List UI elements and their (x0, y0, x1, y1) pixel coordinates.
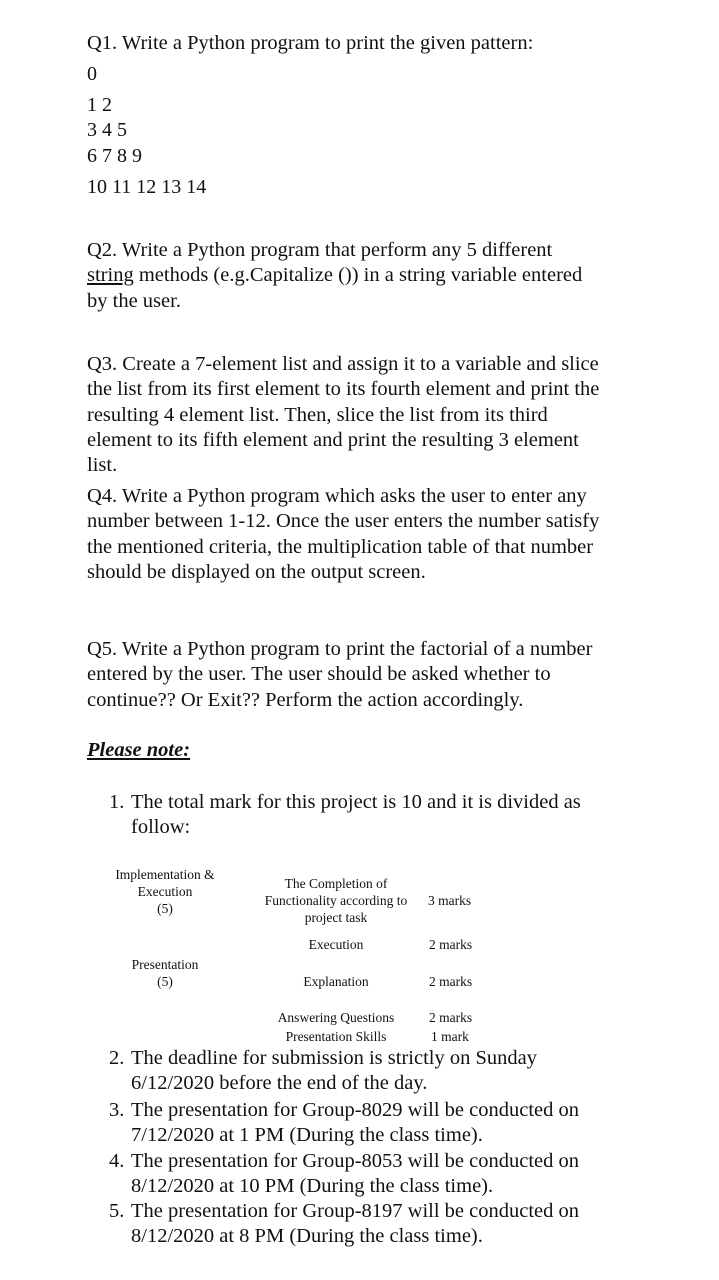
list-item-1-text (131, 790, 581, 840)
list-item-5-line-2: 8/12/2020 at 8 PM (During the class time). (131, 1225, 483, 1247)
q2-block (87, 238, 582, 314)
table-presentation-cell (110, 956, 220, 990)
q2-underlined-word: string (87, 264, 134, 287)
table-completion-line-3: project task (304, 910, 368, 925)
list-item-2-number: 2. (109, 1047, 125, 1069)
list-item-3-line-1: The presentation for Group-8029 will be conducted on (131, 1099, 580, 1121)
q2-line-2 (87, 263, 582, 288)
q4-line-4: should be displayed on the output screen. (87, 560, 426, 583)
list-item-3-line-2: 7/12/2020 at 1 PM (During the class time). (131, 1124, 483, 1146)
list-item-5-line-1: The presentation for Group-8197 will be conducted on (131, 1200, 580, 1222)
list-item-4-line-1: The presentation for Group-8053 will be conducted on (131, 1150, 580, 1172)
table-answering-marks: 2 marks (429, 1010, 473, 1025)
q2-line-3: by the user. (87, 289, 181, 312)
list-item-4-number: 4. (109, 1150, 125, 1172)
list-item-2-line-2: 6/12/2020 before the end of the day. (131, 1072, 428, 1094)
q3-line-4: element to its fifth element and print the resulting 3 element (87, 428, 579, 451)
table-explanation: Explanation (303, 974, 369, 989)
q3-line-5: list. (87, 454, 118, 477)
list-item-5-text (131, 1199, 579, 1249)
list-item-3-text (131, 1098, 579, 1148)
q4-line-2: number between 1-12. Once the user enters the number satisfy (87, 510, 600, 533)
list-item-2-line-1: The deadline for submission is strictly on Sunday (131, 1047, 537, 1069)
list-item-3-number: 3. (109, 1099, 125, 1121)
q4-line-1: Q4. Write a Python program which asks the user to enter any (87, 485, 587, 507)
table-skills-marks: 1 mark (431, 1029, 469, 1044)
q1-title: Q1. Write a Python program to print the given pattern: (87, 32, 534, 54)
q3-line-3: resulting 4 element list. Then, slice the list from its third (87, 403, 548, 426)
list-item-1-line-2: follow: (131, 816, 191, 838)
table-completion-cell (252, 875, 420, 926)
list-item-1-line-1: The total mark for this project is 10 and it is divided as (131, 791, 581, 813)
table-impl-line-1: Implementation & (115, 867, 215, 882)
please-note-heading: Please note: (87, 739, 191, 761)
q5-line-3: continue?? Or Exit?? Perform the action accordingly. (87, 688, 524, 711)
pattern-line-1: 0 (87, 63, 97, 85)
table-presentation-line-2: (5) (157, 974, 173, 989)
table-impl-line-3: (5) (157, 901, 173, 916)
q3-block (87, 352, 599, 478)
table-answering: Answering Questions (277, 1010, 395, 1025)
list-item-5-number: 5. (109, 1200, 125, 1222)
q4-block (87, 484, 599, 585)
list-item-4-line-2: 8/12/2020 at 10 PM (During the class time). (131, 1175, 494, 1197)
table-impl-cell (100, 866, 230, 917)
pattern-line-4: 6 7 8 9 (87, 145, 142, 167)
pattern-line-2: 1 2 (87, 94, 112, 116)
q3-line-2: the list from its first element to its fourth element and print the (87, 378, 600, 401)
q2-line-1: Q2. Write a Python program that perform any 5 different (87, 239, 553, 261)
q2-line-2-rest: methods (e.g.Capitalize ()) in a string variable entered (133, 264, 583, 287)
table-completion-line-2: Functionality according to (264, 893, 408, 908)
list-item-4-text (131, 1149, 579, 1199)
table-execution: Execution (308, 937, 364, 952)
table-completion-line-1: The Completion of (284, 876, 388, 891)
q5-line-1: Q5. Write a Python program to print the factorial of a number (87, 638, 593, 660)
table-explanation-marks: 2 marks (429, 974, 473, 989)
table-completion-marks: 3 marks (428, 893, 472, 908)
pattern-line-3: 3 4 5 (87, 119, 127, 141)
table-skills: Presentation Skills (285, 1029, 387, 1044)
list-item-2-text (131, 1046, 537, 1096)
table-impl-line-2: Execution (137, 884, 193, 899)
q5-block (87, 637, 592, 713)
table-execution-marks: 2 marks (429, 937, 473, 952)
q4-line-3: the mentioned criteria, the multiplication table of that number (87, 535, 594, 558)
table-presentation-line-1: Presentation (131, 957, 199, 972)
list-item-1-number: 1. (109, 791, 125, 813)
q3-line-1: Q3. Create a 7-element list and assign it to a variable and slice (87, 353, 599, 375)
q5-line-2: entered by the user. The user should be asked whether to (87, 663, 551, 686)
pattern-line-5: 10 11 12 13 14 (87, 176, 207, 198)
